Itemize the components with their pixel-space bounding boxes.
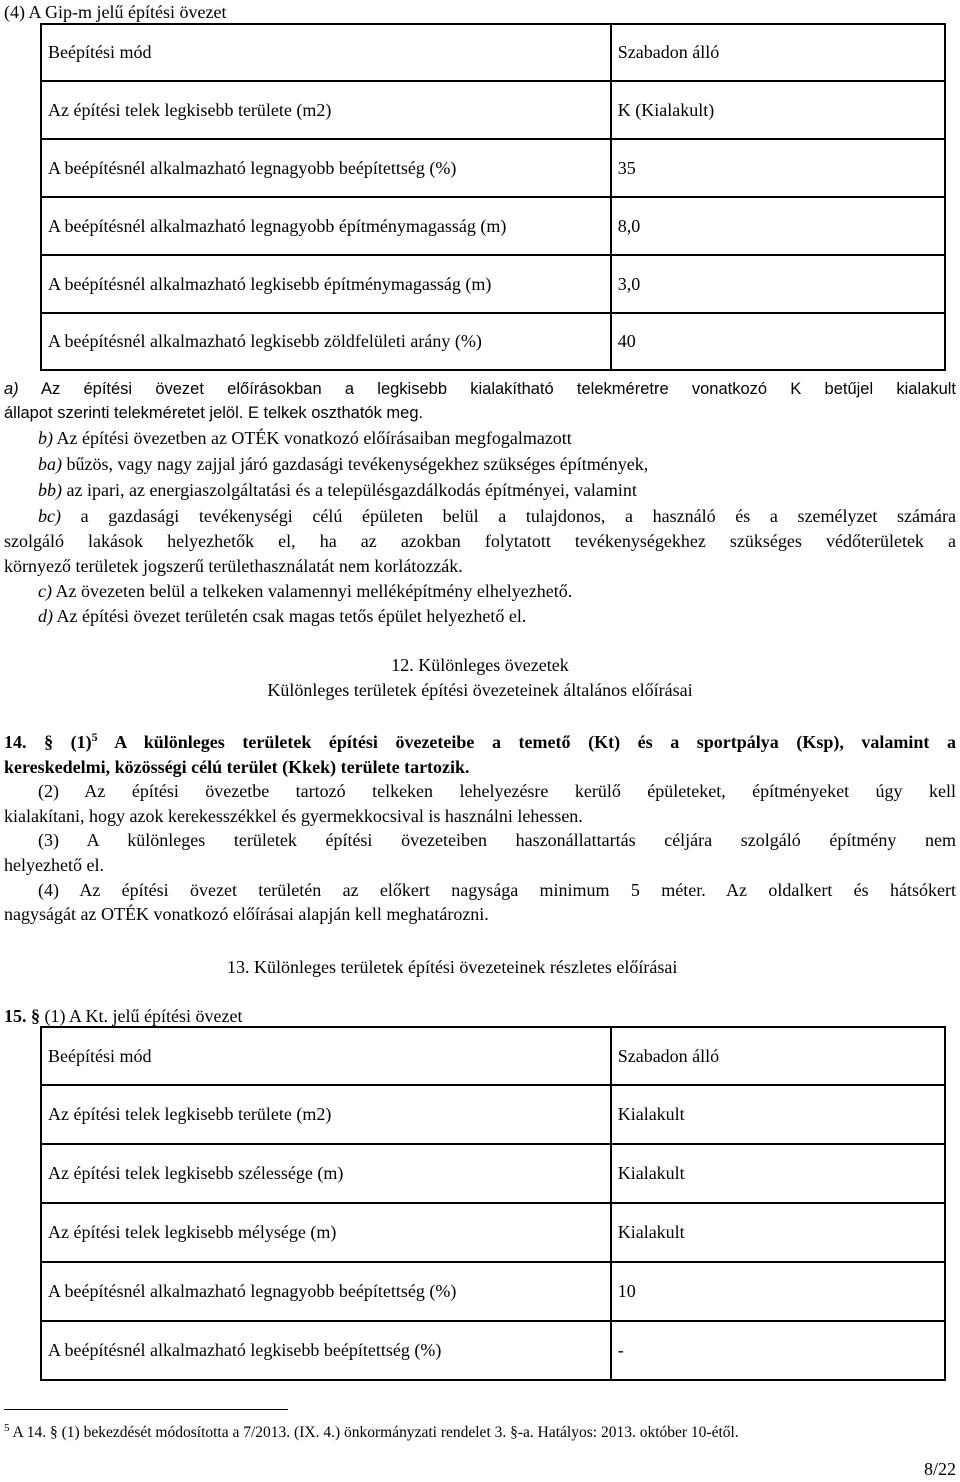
- table-row: [41, 1262, 945, 1321]
- table-row: [41, 313, 945, 370]
- para-d: [38, 605, 956, 627]
- table-cell-value: 35: [611, 139, 945, 197]
- table-cell-label: Az építési telek legkisebb mélysége (m): [41, 1203, 611, 1262]
- sec14-text: A különleges területek építési övezeteibe a temető (Kt) és a sportpálya (Ksp), valamint a: [114, 732, 956, 752]
- sec14-p3-line2: helyezhető el.: [4, 855, 104, 875]
- table-cell-value: 8,0: [611, 197, 945, 255]
- para-c-label: c): [38, 581, 52, 601]
- table-row: [41, 139, 945, 197]
- para-c: [38, 580, 956, 602]
- table-cell-value: 3,0: [611, 255, 945, 313]
- sec14-number: 14. § (1): [4, 732, 92, 752]
- table-cell-label: Beépítési mód: [41, 1027, 611, 1085]
- sec14-line2: kereskedelmi, közösségi célú terület (Kkek) területe tartozik.: [4, 757, 470, 777]
- para-bc-line3: környező területek jogszerű területhasználatát nem korlátozzák.: [4, 556, 463, 576]
- para-bc-label: bc): [38, 506, 61, 526]
- table-cell-value: Szabadon álló: [611, 24, 945, 81]
- table-cell-label: Az építési telek legkisebb szélessége (m): [41, 1144, 611, 1203]
- table-cell-label: A beépítésnél alkalmazható legkisebb zöldfelületi arány (%): [41, 313, 611, 370]
- sec14-p2-line2: kialakítani, hogy azok kerekesszékkel és gyermekkocsival is használni lehessen.: [4, 806, 583, 826]
- page-number: 8/22: [923, 1459, 956, 1479]
- para-ba-label: ba): [38, 454, 62, 474]
- chapter13-title: 13. Különleges területek építési övezeteinek részletes előírásai: [227, 957, 678, 977]
- sec15-heading: [4, 1005, 956, 1027]
- table-cell-label: Az építési telek legkisebb területe (m2): [41, 81, 611, 139]
- footnote-marker: 5: [4, 1422, 10, 1434]
- table-row: [41, 1027, 945, 1085]
- chapter12-title: 12. Különleges övezetek: [391, 655, 569, 675]
- para-b: [38, 427, 956, 449]
- table-cell-label: Az építési telek legkisebb területe (m2): [41, 1085, 611, 1144]
- para-bc-line2: szolgáló lakások helyezhetők el, ha az azokban folytatott tevékenységekhez szükséges védőterületek a: [4, 531, 956, 551]
- table-row: [41, 255, 945, 313]
- table-cell-label: A beépítésnél alkalmazható legnagyobb építménymagasság (m): [41, 197, 611, 255]
- table-row: [41, 1203, 945, 1262]
- para-a-line1: [4, 378, 956, 400]
- table-cell-value: 10: [611, 1262, 945, 1321]
- para-bb-text: az ipari, az energiaszolgáltatási és a településgazdálkodás építményei, valamint: [66, 480, 637, 500]
- kt-spec-table: [40, 1026, 946, 1381]
- footnote-separator: [4, 1409, 288, 1410]
- footnote: [4, 1418, 739, 1443]
- sec14-p4-line1: (4) Az építési övezet területén az előkert nagysága minimum 5 méter. Az oldalkert és hátsókert: [38, 880, 956, 900]
- para-bc-text: a gazdasági tevékenységi célú épületen belül a tulajdonos, a használó és a személyzet számára: [80, 506, 957, 526]
- para-bc-line1: [38, 505, 956, 527]
- table-cell-value: Szabadon álló: [611, 1027, 945, 1085]
- table-cell-label: A beépítésnél alkalmazható legnagyobb beépítettség (%): [41, 1262, 611, 1321]
- table-cell-value: Kialakult: [611, 1144, 945, 1203]
- table-row: [41, 24, 945, 81]
- table-cell-value: K (Kialakult): [611, 81, 945, 139]
- chapter12-subtitle: Különleges területek építési övezeteinek általános előírásai: [267, 680, 693, 700]
- sec14-line1: [4, 731, 956, 753]
- para-c-text: Az övezeten belül a telkeken valamennyi melléképítmény elhelyezhető.: [55, 581, 573, 601]
- sec14-p2-line1: (2) Az építési övezetbe tartozó telkeken lehelyezésre kerülő épületeket, építményeket úgy kell: [38, 781, 956, 801]
- para-d-text: Az építési övezet területén csak magas tetős épület helyezhető el.: [56, 606, 527, 626]
- para-bb-label: bb): [38, 480, 62, 500]
- gip-heading: (4) A Gip-m jelű építési övezet: [4, 2, 227, 22]
- table-cell-value: -: [611, 1321, 945, 1380]
- footnote-text: A 14. § (1) bekezdését módosította a 7/2013. (IX. 4.) önkormányzati rendelet 3. §-a. Hatályos: 2013. október 10-étől.: [12, 1424, 739, 1442]
- table-cell-value: Kialakult: [611, 1085, 945, 1144]
- table-cell-label: A beépítésnél alkalmazható legkisebb építménymagasság (m): [41, 255, 611, 313]
- table-cell-label: Beépítési mód: [41, 24, 611, 81]
- sec14-p4-line2: nagyságát az OTÉK vonatkozó előírásai alapján kell meghatározni.: [4, 904, 489, 924]
- sec14-p3-line1: (3) A különleges területek építési övezeteiben haszonállattartás céljára szolgáló építmény nem: [38, 830, 956, 850]
- para-a-label: a): [4, 380, 19, 398]
- para-ba: [38, 453, 956, 475]
- table-row: [41, 1085, 945, 1144]
- footnote-ref[interactable]: 5: [91, 730, 98, 744]
- sec15-heading-text: (1) A Kt. jelű építési övezet: [44, 1006, 243, 1026]
- para-a-line2: állapot szerinti telekméretet jelöl. E telkek oszthatók meg.: [4, 404, 424, 422]
- table-cell-label: A beépítésnél alkalmazható legnagyobb beépítettség (%): [41, 139, 611, 197]
- para-bb: [38, 479, 956, 501]
- table-row: [41, 1144, 945, 1203]
- para-b-label: b): [38, 428, 53, 448]
- gip-spec-table: [40, 23, 946, 371]
- para-a-text: Az építési övezet előírásokban a legkisebb kialakítható telekméretre vonatkozó K betűjel kialakult: [41, 380, 956, 398]
- para-b-text: Az építési övezetben az OTÉK vonatkozó előírásaiban megfogalmazott: [56, 428, 572, 448]
- table-row: [41, 197, 945, 255]
- table-row: [41, 81, 945, 139]
- table-cell-value: 40: [611, 313, 945, 370]
- para-ba-text: bűzös, vagy nagy zajjal járó gazdasági tevékenységekhez szükséges építmények,: [66, 454, 649, 474]
- table-cell-label: A beépítésnél alkalmazható legkisebb beépítettség (%): [41, 1321, 611, 1380]
- sec15-number: 15. §: [4, 1006, 40, 1026]
- table-cell-value: Kialakult: [611, 1203, 945, 1262]
- para-d-label: d): [38, 606, 53, 626]
- table-row: [41, 1321, 945, 1380]
